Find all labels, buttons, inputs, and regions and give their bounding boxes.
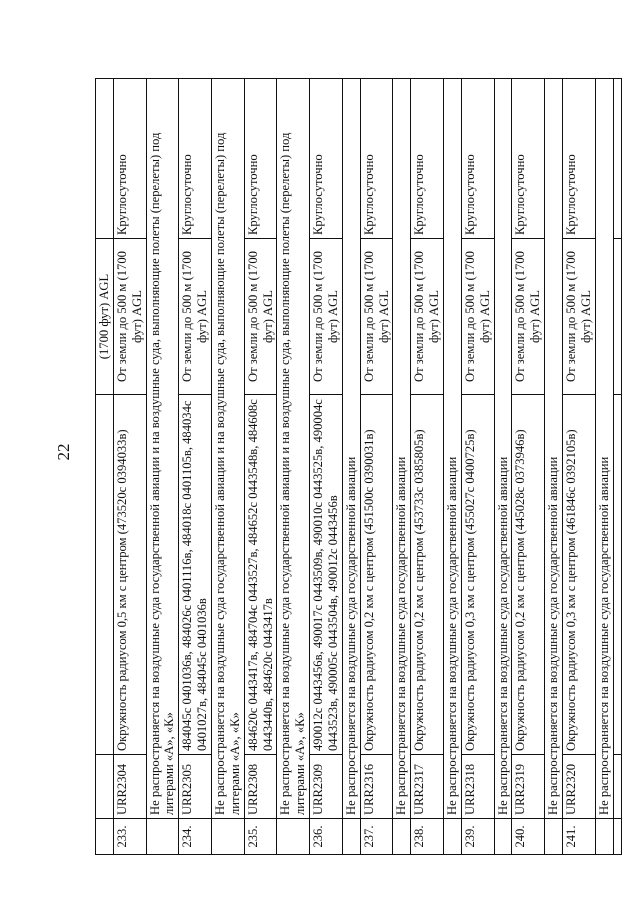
cell-empty <box>277 819 310 855</box>
table-row-carryover <box>96 79 114 855</box>
altitude-limit: От земли до 500 м (1700 фут) AGL <box>512 239 545 395</box>
cell-empty <box>96 395 114 755</box>
zone-boundary-description: Окружность радиусом 0,2 км с центром (445028с 0373946в) <box>512 395 545 755</box>
document-table-rotated <box>95 79 611 855</box>
zone-exemption-note: Не распространяется на воздушные суда государственной авиации <box>494 79 512 819</box>
cell-empty <box>613 755 621 819</box>
zone-boundary-description: Окружность радиусом 0,3 км с центром (461846с 0392105в) <box>563 395 596 755</box>
cell-empty <box>545 819 563 855</box>
zone-code: URR2317 <box>411 755 444 819</box>
zone-boundary-description: 484620с 0443417в, 484704с 0443527в, 484652с 0443548в, 484608с 0443440в, 484620с 0443417в <box>244 395 277 755</box>
altitude-limit: От земли до 500 м (1700 фут) AGL <box>179 239 212 395</box>
operating-time: Круглосуточно <box>360 79 393 239</box>
cell-empty <box>146 819 179 855</box>
cell-empty <box>96 79 114 239</box>
page-number: 22 <box>54 443 73 461</box>
operating-time: Круглосуточно <box>461 79 494 239</box>
operating-time: Круглосуточно <box>563 79 596 239</box>
cell-empty <box>96 819 114 855</box>
table-row <box>244 79 277 855</box>
cell-empty <box>393 819 411 855</box>
entry-number: 238. <box>411 819 444 855</box>
zone-exemption-note: Не распространяется на воздушные суда государственной авиации и на воздушные суда, выполняющие полеты (перелеты) под литерами «А», «К» <box>277 79 310 819</box>
zone-exemption-note: Не распространяется на воздушные суда государственной авиации <box>545 79 563 819</box>
table-row-note <box>277 79 310 855</box>
zone-code: URR2304 <box>113 755 146 819</box>
altitude-limit: От земли до 500 м (1700 фут) AGL <box>360 239 393 395</box>
entry-number: 237. <box>360 819 393 855</box>
zone-boundary-description: Окружность радиусом 0,5 км с центром (473520с 0394033в) <box>113 395 146 755</box>
entry-number: 240. <box>512 819 545 855</box>
zone-exemption-note: Не распространяется на воздушные суда государственной авиации и на воздушные суда, выполняющие полеты (перелеты) под литерами «А», «К» <box>146 79 179 819</box>
cell-empty <box>613 395 621 755</box>
zone-code: URR2308 <box>244 755 277 819</box>
altitude-limit: От земли до 500 м (1700 фут) AGL <box>244 239 277 395</box>
table-row-note <box>595 79 613 855</box>
zone-boundary-description: Окружность радиусом 0,2 км с центром (451500с 0390031в) <box>360 395 393 755</box>
entry-number: 234. <box>179 819 212 855</box>
altitude-limit: От земли до 500 м (1700 фут) AGL <box>461 239 494 395</box>
table-row-note <box>342 79 360 855</box>
altitude-limit: От земли до 500 м (1700 фут) AGL <box>563 239 596 395</box>
table-row <box>563 79 596 855</box>
zone-code: URR2319 <box>512 755 545 819</box>
cell-empty <box>444 819 462 855</box>
table-row <box>113 79 146 855</box>
table-row-note <box>494 79 512 855</box>
cell-empty <box>595 819 613 855</box>
operating-time: Круглосуточно <box>244 79 277 239</box>
entry-number: 233. <box>113 819 146 855</box>
zone-exemption-note: Не распространяется на воздушные суда государственной авиации <box>342 79 360 819</box>
cell-empty <box>342 819 360 855</box>
operating-time: Круглосуточно <box>113 79 146 239</box>
altitude-limit: От земли до 500 м (1700 фут) AGL <box>411 239 444 395</box>
zone-boundary-description: 490012с 0443456в, 490017с 0443509в, 490010с 0443525в, 490004с 0443523в, 490005с 0443504в, 490012с 0443456в <box>310 395 343 755</box>
zone-exemption-note: Не распространяется на воздушные суда государственной авиации и на воздушные суда, выполняющие полеты (перелеты) под литерами «А», «К» <box>212 79 245 819</box>
zone-code: URR2320 <box>563 755 596 819</box>
table-row-note <box>393 79 411 855</box>
entry-number: 241. <box>563 819 596 855</box>
operating-time: Круглосуточно <box>411 79 444 239</box>
table-row-note <box>545 79 563 855</box>
zone-code: URR2309 <box>310 755 343 819</box>
cell-empty <box>613 819 621 855</box>
altitude-limit: От земли до 500 м (1700 фут) AGL <box>113 239 146 395</box>
table-row-note <box>444 79 462 855</box>
restricted-zones-table <box>95 78 622 855</box>
zone-boundary-description: Окружность радиусом 0,2 км с центром (453733с 0385805в) <box>411 395 444 755</box>
table-row-continuation <box>613 79 621 855</box>
entry-number: 239. <box>461 819 494 855</box>
zone-code: URR2305 <box>179 755 212 819</box>
zone-boundary-description: 484045с 0401036в, 484026с 0401116в, 484018с 0401105в, 484034с 0401027в, 484045с 0401036в <box>179 395 212 755</box>
zone-exemption-note: Не распространяется на воздушные суда государственной авиации <box>393 79 411 819</box>
table-row <box>360 79 393 855</box>
altitude-limit: От земли до 500 м (1700 фут) AGL <box>310 239 343 395</box>
zone-boundary-description: Окружность радиусом 0,3 км с центром (455027с 0400725в) <box>461 395 494 755</box>
operating-time: Круглосуточно <box>179 79 212 239</box>
table-row <box>179 79 212 855</box>
cell-empty <box>494 819 512 855</box>
cell-empty <box>613 79 621 239</box>
operating-time: Круглосуточно <box>512 79 545 239</box>
table-row <box>512 79 545 855</box>
zone-exemption-note: Не распространяется на воздушные суда государственной авиации <box>595 79 613 819</box>
table-row-note <box>212 79 245 855</box>
zone-code: URR2316 <box>360 755 393 819</box>
entry-number: 236. <box>310 819 343 855</box>
cell-empty <box>212 819 245 855</box>
entry-number: 235. <box>244 819 277 855</box>
cell-empty <box>96 755 114 819</box>
zone-exemption-note: Не распространяется на воздушные суда государственной авиации <box>444 79 462 819</box>
altitude-limit-carryover: (1700 фут) AGL <box>96 239 114 395</box>
table-row-note <box>146 79 179 855</box>
table-row <box>461 79 494 855</box>
table-row <box>310 79 343 855</box>
zone-code: URR2318 <box>461 755 494 819</box>
operating-time: Круглосуточно <box>310 79 343 239</box>
cell-empty <box>613 239 621 395</box>
table-row <box>411 79 444 855</box>
